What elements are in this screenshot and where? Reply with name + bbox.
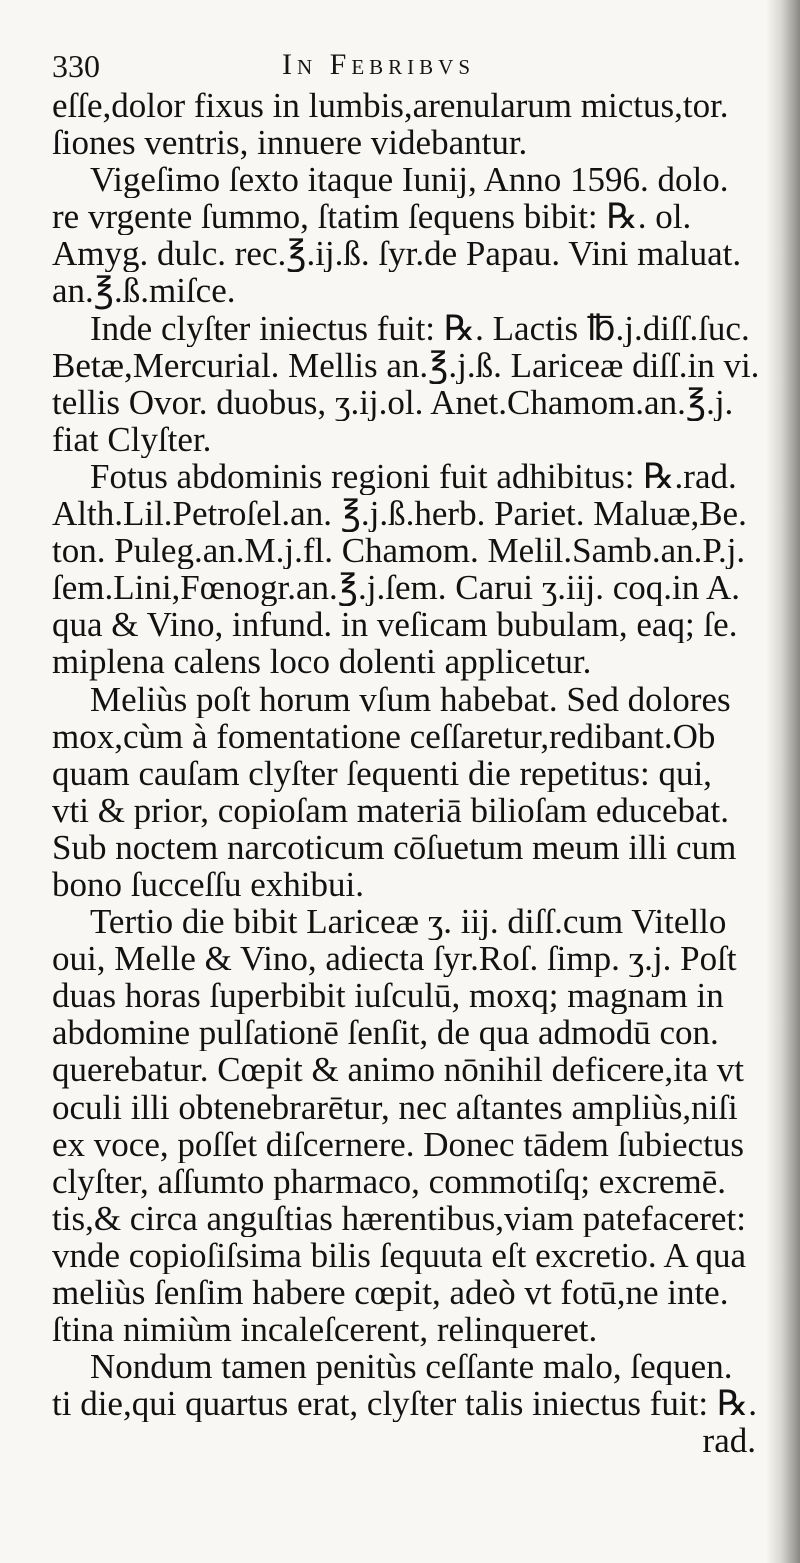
text-line: mox,cùm à fomentatione ceſſaretur,redibant.Ob [52,717,716,755]
text-line: oui, Melle & Vino, adiecta ſyr.Roſ. ſimp. ʒ.j. Poſt [52,940,737,978]
text-line: bono ſucceſſu exhibui. [52,865,365,904]
text-line: Betæ,Mercurial. Mellis an.℥.j.ß. Lariceæ diſſ.in vi. [52,346,760,384]
text-line: re vrgente ſummo, ſtatim ſequens bibit: ℞. ol. [52,198,692,236]
text-line: Fotus abdominis regioni fuit adhibitus: ℞.rad. [90,457,737,496]
text-line: ſem.Lini,Fœnogr.an.℥.j.ſem. Carui ʒ.iij. coq.in A. [52,569,741,607]
page-header [52,40,752,88]
text-line: vnde copioſiſsima bilis ſequuta eſt excretio. A qua [52,1236,747,1274]
text-line: Alth.Lil.Petroſel.an. ℥.j.ß.herb. Pariet. Maluæ,Be. [52,495,747,533]
text-line: Nondum tamen penitùs ceſſante malo, ſequen. [90,1348,733,1386]
text-line: ſtina nimiùm incaleſcerent, relinqueret. [52,1311,598,1349]
text-line: eſſe,dolor fixus in lumbis,arenularum mictus,tor. [52,87,729,125]
text-line: Inde clyſter iniectus fuit: ℞. Lactis ℔.j.diſſ.ſuc. [90,309,750,347]
text-line: Sub noctem narcoticum cōſuetum meum illi cum [52,828,737,866]
text-line: duas horas ſuperbibit iuſculū, moxq; magnam in [52,977,724,1015]
text-line: qua & Vino, infund. in veſicam bubulam, eaq; ſe. [52,606,738,644]
body-text [52,87,762,1459]
text-line: Tertio die bibit Lariceæ ʒ. iij. diſſ.cum Vitello [90,903,727,941]
text-line: quam cauſam clyſter ſequenti die repetitus: qui, [52,754,712,792]
text-line: ſiones ventris, innuere videbantur. [52,124,528,162]
text-line: ex voce, poſſet diſcernere. Donec tādem ſubiectus [52,1125,744,1163]
text-line: Meliùs poſt horum vſum habebat. Sed dolores [90,680,731,718]
text-line: oculi illi obtenebrarētur, nec aſtantes ampliùs,niſi [52,1088,738,1126]
page-gutter-shadow [766,0,800,1563]
text-line: fiat Clyſter. [52,420,212,458]
text-line: miplena calens loco dolenti applicetur. [52,643,592,681]
text-line: tellis Ovor. duobus, ʒ.ij.ol. Anet.Chamom.an.℥.j. [52,383,734,421]
text-line: ti die,qui quartus erat, clyſter talis iniectus fuit: ℞. [52,1385,757,1423]
text-line: Amyg. dulc. rec.℥.ij.ß. ſyr.de Papau. Vini maluat. [52,235,742,273]
text-line: tis,& circa anguſtias hærentibus,viam patefaceret: [52,1199,746,1237]
catchword: rad. [702,1422,756,1460]
text-line: abdomine pulſationē ſenſit, de qua admodū con. [52,1014,719,1052]
text-line: an.℥.ß.miſce. [52,272,236,310]
text-line: Vigeſimo ſexto itaque Iunij, Anno 1596. dolo. [90,161,729,199]
text-line: meliùs ſenſim habere cœpit, adeò vt fotū,ne inte. [52,1274,729,1312]
text-line: vti & prior, copioſam materiā bilioſam educebat. [52,791,729,829]
text-line: querebatur. Cœpit & animo nōnihil deficere,ita vt [52,1051,745,1089]
text-line: ton. Puleg.an.M.j.fl. Chamom. Melil.Samb.an.P.j. [52,532,746,570]
page-number: 330 [52,48,100,84]
running-title: In Febribvs [282,48,476,81]
text-line: clyſter, aſſumto pharmaco, commotiſq; excremē. [52,1162,727,1200]
